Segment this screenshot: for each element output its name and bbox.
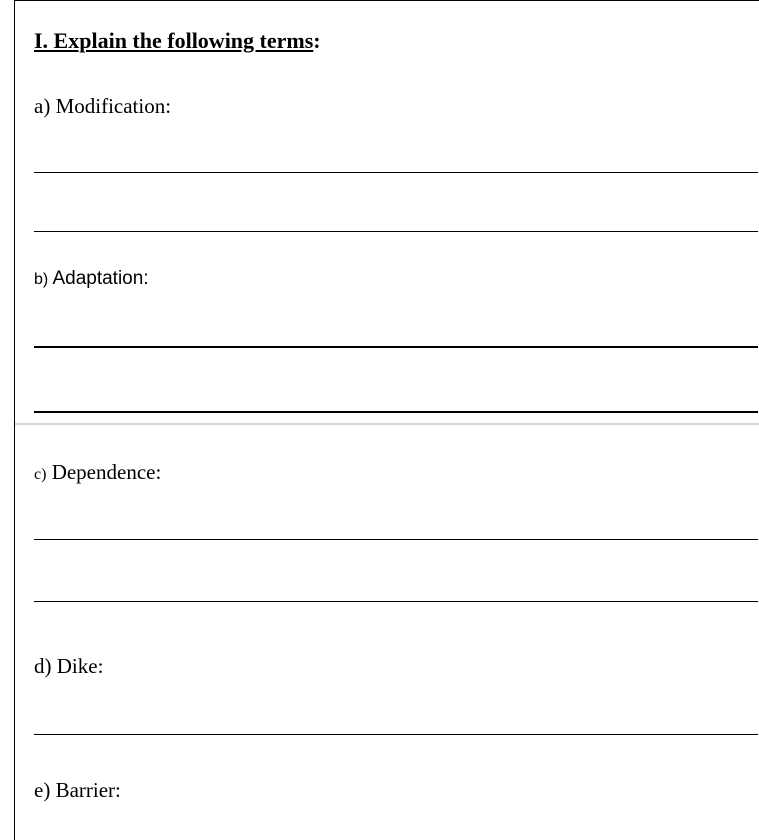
term-modification-label [34, 94, 171, 119]
term-text: Adaptation: [48, 268, 149, 289]
page-border-top [14, 0, 759, 1]
term-dependence-label [34, 460, 161, 485]
term-prefix: e) [34, 778, 51, 802]
answer-line-modification-2[interactable] [34, 231, 758, 232]
term-prefix: c) [34, 466, 47, 483]
term-text: Dike: [51, 654, 104, 678]
term-text: Modification: [50, 94, 172, 118]
answer-line-dependence-1[interactable] [34, 539, 758, 540]
term-prefix: a) [34, 94, 51, 118]
section-heading-text: I. Explain the following terms [34, 28, 314, 53]
answer-line-adaptation-2[interactable] [34, 411, 758, 413]
answer-line-adaptation-1[interactable] [34, 346, 758, 348]
section-heading-colon: : [313, 28, 321, 53]
section-divider [15, 423, 759, 425]
answer-line-dependence-2[interactable] [34, 601, 758, 602]
section-heading [34, 28, 321, 54]
term-adaptation-label [34, 268, 149, 290]
term-text: Barrier: [50, 778, 121, 802]
term-dike-label [34, 654, 103, 679]
answer-line-dike-1[interactable] [34, 734, 758, 735]
page-border-left [14, 0, 15, 840]
term-text: Dependence: [46, 460, 162, 484]
term-prefix: b) [34, 271, 49, 288]
term-barrier-label [34, 778, 121, 803]
answer-line-modification-1[interactable] [34, 172, 758, 173]
term-prefix: d) [34, 654, 52, 678]
